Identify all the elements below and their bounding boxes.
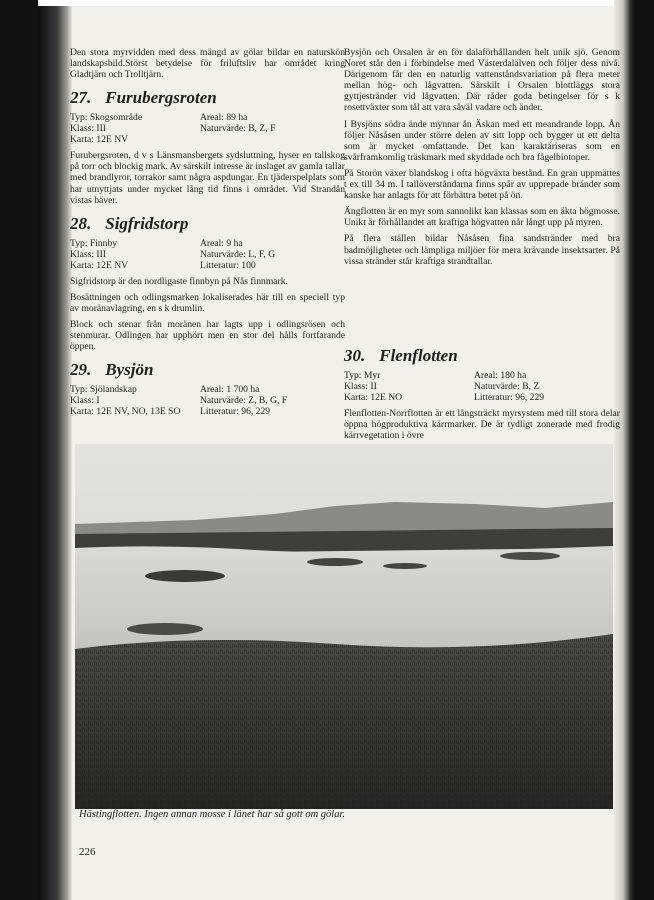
body-paragraph: Bysjön och Orsalen är en för dalaförhållanden helt unik sjö. Genom Noret står den i förbindelse med Västerdalälven och följer dess nivå. Därigenom får den en naturlig vattenståndsvariation på flera meter mellan hög- och lågvatten. Särskilt i Orsalen blottläggs stora gyttjestränder vid lågvatten. Där råder goda betingelser för s k rosettväxter som tål att vara såväl vadare och änder. bbox=[344, 47, 620, 114]
photo-caption: Hästingflotten. Ingen annan mosse i länet har så gott om gölar. bbox=[79, 809, 345, 820]
section-heading: 27. Furubergsroten bbox=[70, 88, 217, 108]
section-meta: Typ: Finnby Areal: 9 ha Klass: III Naturvärde: L, F, G Karta: 12E NV Litteratur: 100 bbox=[70, 237, 276, 271]
body-paragraph: På Storön växer blandskog i ofta högväxta bestånd. En gran uppmättes t ex till 34 m. I tallöverståndarna finns spår av upprepade bränder som kanske har anlagts för att förbättra betet på ön. bbox=[344, 167, 620, 202]
left-column bbox=[70, 47, 345, 422]
section-meta: Typ: Myr Areal: 180 ha Klass: II Naturvärde: B, Z Karta: 12E NO Litteratur: 96, 229 bbox=[344, 370, 545, 403]
section-paragraph: Bosättningen och odlingsmarken lokaliserades här till en speciell typ av moränavlagring, en s k drumlin. bbox=[70, 291, 345, 314]
section-29 bbox=[70, 360, 345, 417]
bog-landscape-image bbox=[75, 444, 613, 809]
section-meta: Typ: Skogsområde Areal: 89 ha Klass: III Naturvärde: B, Z, F Karta: 12E NV bbox=[70, 112, 276, 146]
section-paragraph: Flenflotten-Norrflotten är ett långsträckt myrsystem med till stora delar öppna högproduktiva kärrmarker. De är tydligt zonerade med frodig kärrvegetation i övre bbox=[344, 408, 620, 442]
section-meta: Typ: Sjölandskap Areal: 1 700 ha Klass: I Naturvärde: Z, B, G, F Karta: 12E NV, NO, 13E SO Litteratur: 96, 229 bbox=[70, 384, 288, 418]
book-gutter bbox=[38, 0, 72, 900]
section-heading: 30. Flenflotten bbox=[344, 346, 458, 365]
top-edge bbox=[38, 0, 636, 6]
section-heading: 29. Bysjön bbox=[70, 360, 154, 380]
section-paragraph: Furubergsroten, d v s Länsmansbergets sydsluttning, hyser en tallskog på torr och blockig mark. Av särskilt intresse är inslaget av gamla tallar med brandlyror, torrakor samt några aspdungar. En tjäderspelplats som har utnyttjats under mycket lång tid finns i området. Vid Strandån vistas bäver. bbox=[70, 150, 345, 206]
right-column bbox=[344, 47, 620, 272]
section-paragraph: Block och stenar från moränen har lagts upp i odlingsrösen och stenmurar. Odlingen har upphört men en stor del hålls fortfarande öppen. bbox=[70, 319, 345, 353]
body-paragraph: På flera ställen bildar Nåsåsen fina sandstränder med bra badmöjligheter och lämpliga miljöer för mera krävande insektsarter. På vissa stränder står kraftiga strandtallar. bbox=[344, 233, 620, 267]
body-paragraph: I Bysjöns södra ände mynnar ån Äskan med ett meandrande lopp. Ån följer Nåsåsen under större delen av sitt lopp och bygger ut ett delta som är mycket omfattande. Det kan karaktäriseras som en svårframkomlig träskmark med skyddade och bra fågelbiotoper. bbox=[344, 118, 620, 163]
body-paragraph: Ängflotten är en myr som sannolikt kan klassas som en äkta högmosse. Unikt är förhållandet att kraftiga högvatten når långt upp på myren. bbox=[344, 206, 620, 229]
landscape-photo bbox=[75, 444, 613, 809]
section-30 bbox=[344, 338, 620, 446]
section-27 bbox=[70, 88, 345, 205]
intro-paragraph: Den stora myrvidden med dess mängd av gölar bildar en naturskön landskapsbild.Störst betydelse för friluftsliv har området kring Gladtjärn och Trolltjärn. bbox=[70, 47, 345, 81]
section-heading: 28. Sigfridstorp bbox=[70, 213, 189, 233]
section-paragraph: Sigfridstorp är den nordligaste finnbyn på Nås finnmark. bbox=[70, 275, 288, 287]
page-number: 226 bbox=[79, 846, 96, 858]
section-28 bbox=[70, 214, 345, 353]
